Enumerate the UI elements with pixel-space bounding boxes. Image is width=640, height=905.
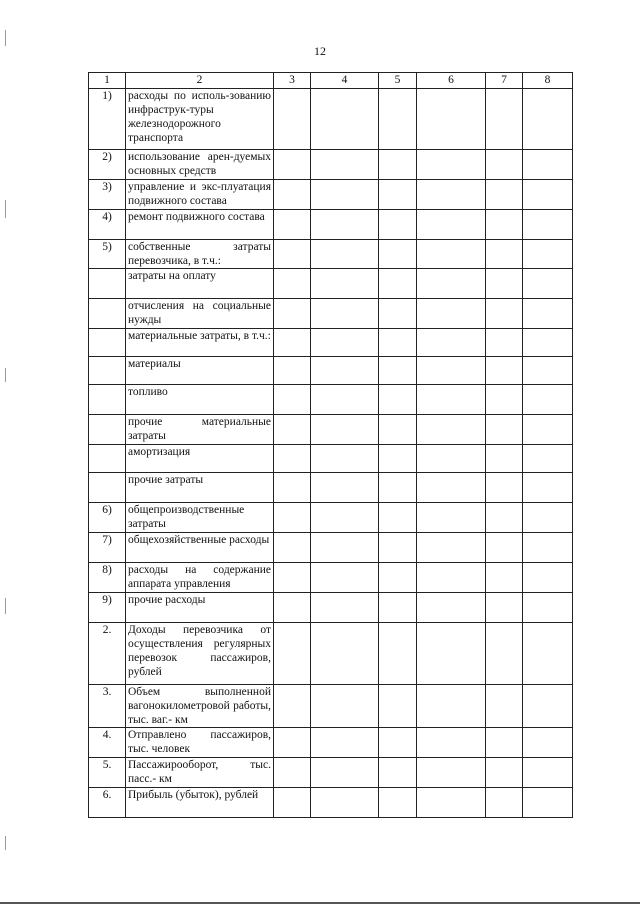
empty-cell [486, 788, 523, 818]
empty-cell [417, 563, 486, 593]
row-number [89, 269, 126, 299]
empty-cell [523, 533, 573, 563]
row-number: 5. [89, 758, 126, 788]
row-number: 2. [89, 623, 126, 685]
empty-cell [523, 299, 573, 329]
empty-cell [311, 240, 379, 269]
row-number [89, 385, 126, 415]
empty-cell [274, 685, 311, 728]
empty-cell [417, 473, 486, 503]
empty-cell [274, 269, 311, 299]
empty-cell [379, 299, 417, 329]
empty-cell [486, 180, 523, 210]
column-header: 5 [379, 73, 417, 89]
empty-cell [311, 593, 379, 623]
empty-cell [274, 329, 311, 357]
empty-cell [274, 415, 311, 445]
empty-cell [274, 728, 311, 758]
empty-cell [523, 685, 573, 728]
empty-cell [523, 758, 573, 788]
empty-cell [379, 503, 417, 533]
empty-cell [311, 685, 379, 728]
empty-cell [274, 503, 311, 533]
empty-cell [523, 728, 573, 758]
row-label: топливо [126, 385, 274, 415]
row-label: отчисления на социальные нужды [126, 299, 274, 329]
row-number: 3) [89, 180, 126, 210]
empty-cell [417, 89, 486, 150]
row-label: Прибыль (убыток), рублей [126, 788, 274, 818]
empty-cell [274, 563, 311, 593]
empty-cell [523, 329, 573, 357]
table-row [89, 758, 573, 788]
table-row [89, 788, 573, 818]
empty-cell [379, 533, 417, 563]
row-label: использование арен-дуемых основных средств [126, 150, 274, 180]
empty-cell [311, 150, 379, 180]
table-row [89, 240, 573, 269]
empty-cell [523, 445, 573, 473]
empty-cell [486, 728, 523, 758]
empty-cell [379, 473, 417, 503]
empty-cell [311, 385, 379, 415]
empty-cell [274, 473, 311, 503]
empty-cell [523, 563, 573, 593]
empty-cell [523, 385, 573, 415]
row-number: 4) [89, 210, 126, 240]
scan-mark [5, 200, 6, 218]
table-row [89, 210, 573, 240]
empty-cell [311, 503, 379, 533]
empty-cell [274, 385, 311, 415]
empty-cell [379, 329, 417, 357]
empty-cell [379, 210, 417, 240]
data-table [88, 72, 573, 818]
column-header: 4 [311, 73, 379, 89]
empty-cell [523, 415, 573, 445]
column-header: 8 [523, 73, 573, 89]
row-number: 1) [89, 89, 126, 150]
header-row [89, 73, 573, 89]
scan-mark [5, 30, 6, 46]
empty-cell [486, 385, 523, 415]
empty-cell [417, 445, 486, 473]
empty-cell [417, 180, 486, 210]
row-number [89, 445, 126, 473]
row-label: Пассажирооборот, тыс. пасс.- км [126, 758, 274, 788]
empty-cell [379, 445, 417, 473]
empty-cell [274, 180, 311, 210]
table-row [89, 533, 573, 563]
empty-cell [311, 728, 379, 758]
row-label: материалы [126, 357, 274, 385]
row-label: Отправлено пассажиров, тыс. человек [126, 728, 274, 758]
empty-cell [274, 788, 311, 818]
empty-cell [379, 685, 417, 728]
table-row [89, 623, 573, 685]
empty-cell [417, 415, 486, 445]
table-row [89, 593, 573, 623]
empty-cell [311, 623, 379, 685]
empty-cell [379, 150, 417, 180]
empty-cell [311, 269, 379, 299]
empty-cell [486, 299, 523, 329]
empty-cell [417, 357, 486, 385]
empty-cell [417, 623, 486, 685]
column-header: 7 [486, 73, 523, 89]
row-label: прочие затраты [126, 473, 274, 503]
empty-cell [379, 563, 417, 593]
empty-cell [311, 180, 379, 210]
empty-cell [486, 593, 523, 623]
row-number: 4. [89, 728, 126, 758]
row-label: общепроизводственные затраты [126, 503, 274, 533]
row-label: собственные затраты перевозчика, в т.ч.: [126, 240, 274, 269]
empty-cell [311, 210, 379, 240]
empty-cell [417, 533, 486, 563]
empty-cell [523, 269, 573, 299]
empty-cell [486, 329, 523, 357]
row-label: Объем выполненной вагонокилометровой работы, тыс. ваг.- км [126, 685, 274, 728]
empty-cell [311, 533, 379, 563]
row-number [89, 329, 126, 357]
scan-mark [5, 368, 6, 382]
table-row [89, 299, 573, 329]
empty-cell [417, 685, 486, 728]
empty-cell [486, 563, 523, 593]
empty-cell [379, 758, 417, 788]
empty-cell [274, 210, 311, 240]
page-number: 12 [314, 44, 326, 58]
empty-cell [311, 473, 379, 503]
table-row [89, 89, 573, 150]
empty-cell [417, 788, 486, 818]
scan-mark [5, 598, 6, 614]
empty-cell [486, 415, 523, 445]
empty-cell [417, 593, 486, 623]
empty-cell [486, 503, 523, 533]
row-label: затраты на оплату [126, 269, 274, 299]
empty-cell [523, 150, 573, 180]
empty-cell [417, 503, 486, 533]
row-number: 6) [89, 503, 126, 533]
row-number: 5) [89, 240, 126, 269]
table-row [89, 385, 573, 415]
table-row [89, 728, 573, 758]
table-row [89, 357, 573, 385]
empty-cell [311, 758, 379, 788]
column-header: 1 [89, 73, 126, 89]
empty-cell [417, 728, 486, 758]
empty-cell [417, 150, 486, 180]
empty-cell [523, 503, 573, 533]
row-label: управление и экс-плуатация подвижного состава [126, 180, 274, 210]
empty-cell [417, 240, 486, 269]
empty-cell [379, 240, 417, 269]
row-number: 3. [89, 685, 126, 728]
row-label: прочие расходы [126, 593, 274, 623]
empty-cell [379, 89, 417, 150]
empty-cell [523, 788, 573, 818]
row-number [89, 299, 126, 329]
row-label: общехозяйственные расходы [126, 533, 274, 563]
table-row [89, 503, 573, 533]
empty-cell [523, 210, 573, 240]
table-row [89, 150, 573, 180]
empty-cell [417, 299, 486, 329]
row-label: Доходы перевозчика от осуществления регулярных перевозок пассажиров, рублей [126, 623, 274, 685]
empty-cell [311, 89, 379, 150]
empty-cell [379, 180, 417, 210]
empty-cell [311, 563, 379, 593]
empty-cell [417, 269, 486, 299]
empty-cell [417, 210, 486, 240]
empty-cell [486, 269, 523, 299]
empty-cell [523, 623, 573, 685]
empty-cell [523, 473, 573, 503]
row-label: прочие материальные затраты [126, 415, 274, 445]
empty-cell [486, 357, 523, 385]
row-number: 8) [89, 563, 126, 593]
row-label: ремонт подвижного состава [126, 210, 274, 240]
empty-cell [486, 473, 523, 503]
empty-cell [379, 357, 417, 385]
empty-cell [486, 240, 523, 269]
empty-cell [311, 415, 379, 445]
empty-cell [523, 180, 573, 210]
empty-cell [417, 758, 486, 788]
table-row [89, 329, 573, 357]
empty-cell [311, 445, 379, 473]
empty-cell [311, 329, 379, 357]
empty-cell [274, 623, 311, 685]
empty-cell [417, 329, 486, 357]
empty-cell [274, 240, 311, 269]
empty-cell [523, 89, 573, 150]
empty-cell [274, 445, 311, 473]
empty-cell [523, 357, 573, 385]
empty-cell [486, 150, 523, 180]
row-number [89, 415, 126, 445]
row-number [89, 357, 126, 385]
row-number: 7) [89, 533, 126, 563]
empty-cell [486, 210, 523, 240]
row-label: расходы по исполь-зованию инфраструк-туры железнодорожного транспорта [126, 89, 274, 150]
empty-cell [379, 728, 417, 758]
page-edge [0, 902, 640, 904]
row-number: 6. [89, 788, 126, 818]
row-label: амортизация [126, 445, 274, 473]
table-row [89, 563, 573, 593]
empty-cell [486, 758, 523, 788]
table-row [89, 180, 573, 210]
empty-cell [417, 385, 486, 415]
empty-cell [274, 533, 311, 563]
table-row [89, 415, 573, 445]
empty-cell [274, 357, 311, 385]
empty-cell [379, 385, 417, 415]
empty-cell [379, 415, 417, 445]
empty-cell [379, 269, 417, 299]
table-row [89, 685, 573, 728]
empty-cell [379, 593, 417, 623]
empty-cell [486, 533, 523, 563]
empty-cell [486, 89, 523, 150]
empty-cell [486, 445, 523, 473]
row-number [89, 473, 126, 503]
empty-cell [311, 357, 379, 385]
empty-cell [486, 623, 523, 685]
column-header: 2 [126, 73, 274, 89]
empty-cell [311, 299, 379, 329]
column-header: 6 [417, 73, 486, 89]
empty-cell [379, 623, 417, 685]
row-number: 2) [89, 150, 126, 180]
row-label: материальные затраты, в т.ч.: [126, 329, 274, 357]
empty-cell [274, 150, 311, 180]
row-number: 9) [89, 593, 126, 623]
empty-cell [274, 758, 311, 788]
column-header: 3 [274, 73, 311, 89]
row-label: расходы на содержание аппарата управления [126, 563, 274, 593]
empty-cell [486, 685, 523, 728]
table-row [89, 269, 573, 299]
empty-cell [274, 299, 311, 329]
empty-cell [523, 593, 573, 623]
empty-cell [311, 788, 379, 818]
empty-cell [274, 593, 311, 623]
empty-cell [274, 89, 311, 150]
empty-cell [379, 788, 417, 818]
table-row [89, 445, 573, 473]
table-row [89, 473, 573, 503]
empty-cell [523, 240, 573, 269]
scan-mark [5, 836, 6, 850]
